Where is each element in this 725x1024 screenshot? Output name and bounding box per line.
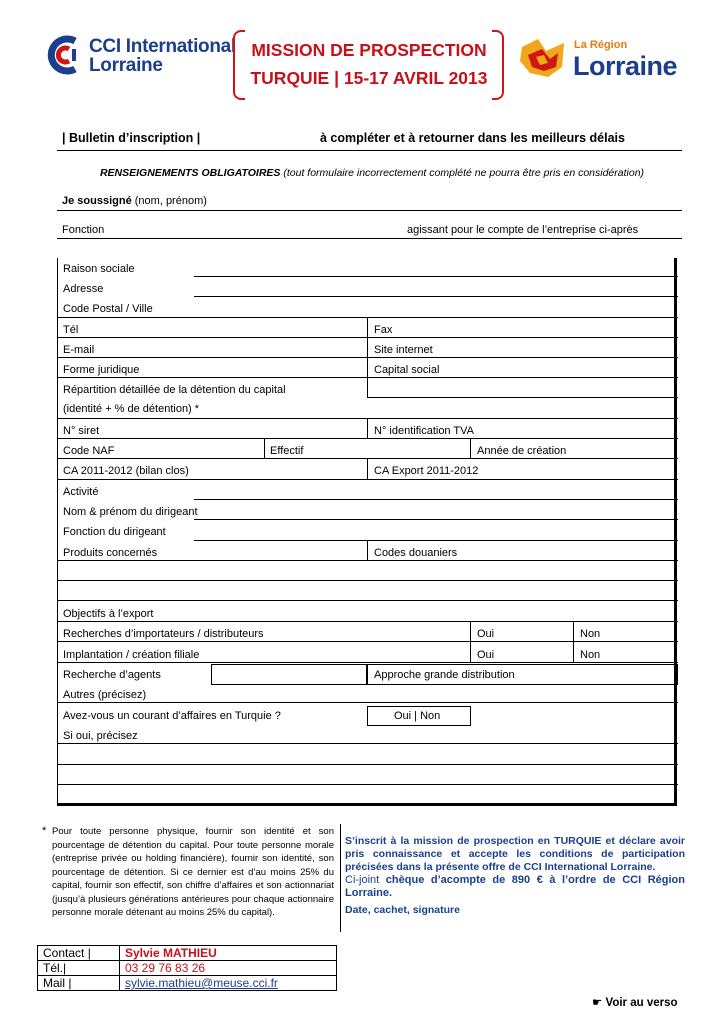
code-postal-field[interactable] [58, 317, 678, 318]
adresse-label: Adresse [63, 283, 104, 295]
mission-title: MISSION DE PROSPECTION [251, 40, 487, 60]
repartition-separator [367, 397, 678, 398]
tel-contact-value: 03 29 76 83 26 [120, 961, 337, 976]
column-divider-non [573, 621, 574, 662]
ca-label: CA 2011-2012 (bilan clos) [63, 465, 189, 477]
title-bracket-left [233, 30, 245, 100]
recherches-non[interactable]: Non [580, 628, 601, 640]
agissant-text: agissant pour le compte de l’entreprise ci-après [407, 224, 639, 236]
mail-label: Mail | [38, 976, 120, 991]
siret-label: N° siret [63, 425, 100, 437]
fax-label: Fax [374, 324, 393, 336]
fonction-dirigeant-field[interactable] [194, 540, 678, 541]
forme-juridique-label: Forme juridique [63, 364, 140, 376]
code-naf-label: Code NAF [63, 445, 115, 457]
title-bracket-right [492, 30, 504, 100]
bulletin-instructions: à compléter et à retourner dans les meilleurs délais [320, 131, 625, 145]
contact-row [38, 946, 337, 961]
courant-affaires-label: Avez-vous un courant d’affaires en Turquie ? [63, 710, 281, 722]
mandatory-notice [62, 167, 682, 179]
voir-verso-text: Voir au verso [605, 997, 678, 1009]
produits-field[interactable] [58, 560, 678, 561]
nom-dirigeant-field[interactable] [194, 519, 678, 520]
objectifs-field[interactable] [58, 621, 678, 622]
date-cachet-signature: Date, cachet, signature [345, 904, 460, 916]
approche-box[interactable] [367, 664, 678, 685]
fonction-label: Fonction [62, 224, 105, 236]
bulletin-rule [57, 150, 682, 151]
autres-label: Autres (précisez) [63, 689, 147, 701]
cijoint-line [345, 874, 685, 900]
mail-link[interactable]: sylvie.mathieu@meuse.cci.fr [125, 976, 278, 990]
soussigne-field[interactable] [57, 210, 682, 211]
agents-label: Recherche d’agents [63, 669, 161, 681]
raison-sociale-label: Raison sociale [63, 263, 135, 275]
extra-line-1[interactable] [58, 764, 678, 765]
column-divider-naf [264, 438, 265, 458]
objectifs-label: Objectifs à l’export [63, 608, 154, 620]
mail-row [38, 976, 337, 991]
recherches-oui[interactable]: Oui [477, 628, 495, 640]
soussigne-hint: (nom, prénom) [134, 195, 207, 207]
naf-effectif-field[interactable] [58, 458, 678, 459]
contact-label: Contact | [38, 946, 120, 961]
tel-contact-label: Tél.| [38, 961, 120, 976]
company-form [57, 258, 677, 806]
courant-box[interactable] [367, 706, 471, 726]
cci-logo [45, 33, 240, 81]
region-logo-icon [518, 37, 568, 81]
activite-field[interactable] [194, 499, 678, 500]
recherches-row-line [58, 641, 678, 642]
mandatory-notice-bold: RENSEIGNEMENTS OBLIGATOIRES [99, 167, 281, 179]
column-divider-upper [367, 317, 368, 398]
implantation-label: Implantation / création filiale [63, 649, 200, 661]
annee-creation-label: Année de création [477, 445, 567, 457]
siret-tva-field[interactable] [58, 438, 678, 439]
tel-fax-field[interactable] [58, 337, 678, 338]
email-label: E-mail [63, 344, 95, 356]
mandatory-notice-text: (tout formulaire incorrectement complété ne pourra être pris en considération) [283, 167, 645, 179]
fonction-field[interactable] [57, 238, 682, 239]
mail-cell [120, 976, 337, 991]
contact-table [37, 945, 337, 991]
footnote-star: * [42, 825, 47, 837]
region-logo-big: Lorraine [573, 51, 678, 81]
implantation-non[interactable]: Non [580, 649, 601, 661]
capital-social-label: Capital social [374, 364, 440, 376]
si-oui-label: Si oui, précisez [63, 730, 138, 742]
repartition-field[interactable] [58, 418, 678, 419]
tel-row [38, 961, 337, 976]
recherches-label: Recherches d’importateurs / distributeurs [63, 628, 264, 640]
contact-name: Sylvie MATHIEU [120, 946, 337, 961]
declaration-text: S’inscrit à la mission de prospection en TURQUIE et déclare avoir pris connaissance et accepte les conditions de participation précisées dans la présente offre de CCI International Lorraine. [345, 835, 685, 873]
column-divider-effectif [470, 438, 471, 458]
region-logo-small: La Région [574, 39, 628, 51]
implantation-oui[interactable]: Oui [477, 649, 495, 661]
soussigne-bold: Je soussigné [62, 195, 132, 207]
column-divider-produits [367, 540, 368, 560]
tva-label: N° identification TVA [374, 425, 474, 437]
ca-field[interactable] [58, 479, 678, 480]
site-internet-label: Site internet [374, 344, 433, 356]
code-postal-label: Code Postal / Ville [63, 303, 153, 315]
footnote-divider [340, 824, 341, 932]
repartition-label-1: Répartition détaillée de la détention du capital [63, 384, 286, 396]
forme-capital-field[interactable] [58, 377, 678, 378]
approche-label: Approche grande distribution [374, 669, 515, 681]
declaration [345, 835, 685, 917]
activite-label: Activité [63, 486, 99, 498]
extra-line-2[interactable] [58, 784, 678, 785]
voir-verso [592, 995, 678, 1009]
email-site-field[interactable] [58, 357, 678, 358]
cci-logo-line1: CCI International [89, 36, 236, 57]
cci-logo-line2: Lorraine [89, 55, 163, 76]
adresse-field[interactable] [194, 296, 678, 297]
footnote-text: Pour toute personne physique, fournir son identité et son pourcentage de détention du capital. Pour toute personne morale (entreprise privée ou holding financière), fournir son identité, son pourcentage de détention. Si ce dernier est d’au moins 25% du capital, fournir son effectif, son chiffre d’affaires et son actionnariat (jusqu’à plusieurs générations antérieures pour chaque actionnaire personne morale détenant au moins 25% du capital). [52, 826, 334, 918]
courant-oui-non[interactable]: Oui | Non [394, 710, 441, 722]
cijoint-cheque: chèque d’acompte de 890 € à l’ordre de CCI Région Lorraine. [345, 874, 685, 899]
mission-subtitle: TURQUIE | 15-17 AVRIL 2013 [250, 68, 488, 88]
effectif-label: Effectif [270, 445, 304, 457]
tel-label: Tél [63, 324, 79, 336]
fonction-dirigeant-label: Fonction du dirigeant [63, 526, 166, 538]
column-divider-ca [367, 458, 368, 479]
soussigne-label [62, 195, 207, 207]
si-oui-field[interactable] [58, 743, 678, 744]
nom-dirigeant-label: Nom & prénom du dirigeant [63, 506, 198, 518]
codes-douaniers-label: Codes douaniers [374, 547, 458, 559]
column-divider-siret [367, 418, 368, 438]
region-lorraine-logo [518, 33, 708, 93]
bulletin-title: | Bulletin d’inscription | [62, 131, 201, 145]
repartition-label-2: (identité + % de détention) * [63, 403, 200, 415]
implantation-row-line [58, 662, 678, 663]
cci-logo-icon [45, 35, 83, 75]
cijoint-prefix: Ci-joint [345, 874, 380, 886]
autres-field[interactable] [58, 702, 678, 703]
raison-sociale-field[interactable] [194, 276, 678, 277]
agents-box[interactable] [211, 664, 367, 685]
ca-export-label: CA Export 2011-2012 [374, 465, 479, 477]
produits-extra-line-2[interactable] [58, 600, 678, 601]
column-divider-oui [470, 621, 471, 662]
pointing-hand-icon: ☛ [592, 995, 603, 1009]
produits-extra-line-1[interactable] [58, 580, 678, 581]
produits-label: Produits concernés [63, 547, 158, 559]
footnote [42, 825, 334, 920]
